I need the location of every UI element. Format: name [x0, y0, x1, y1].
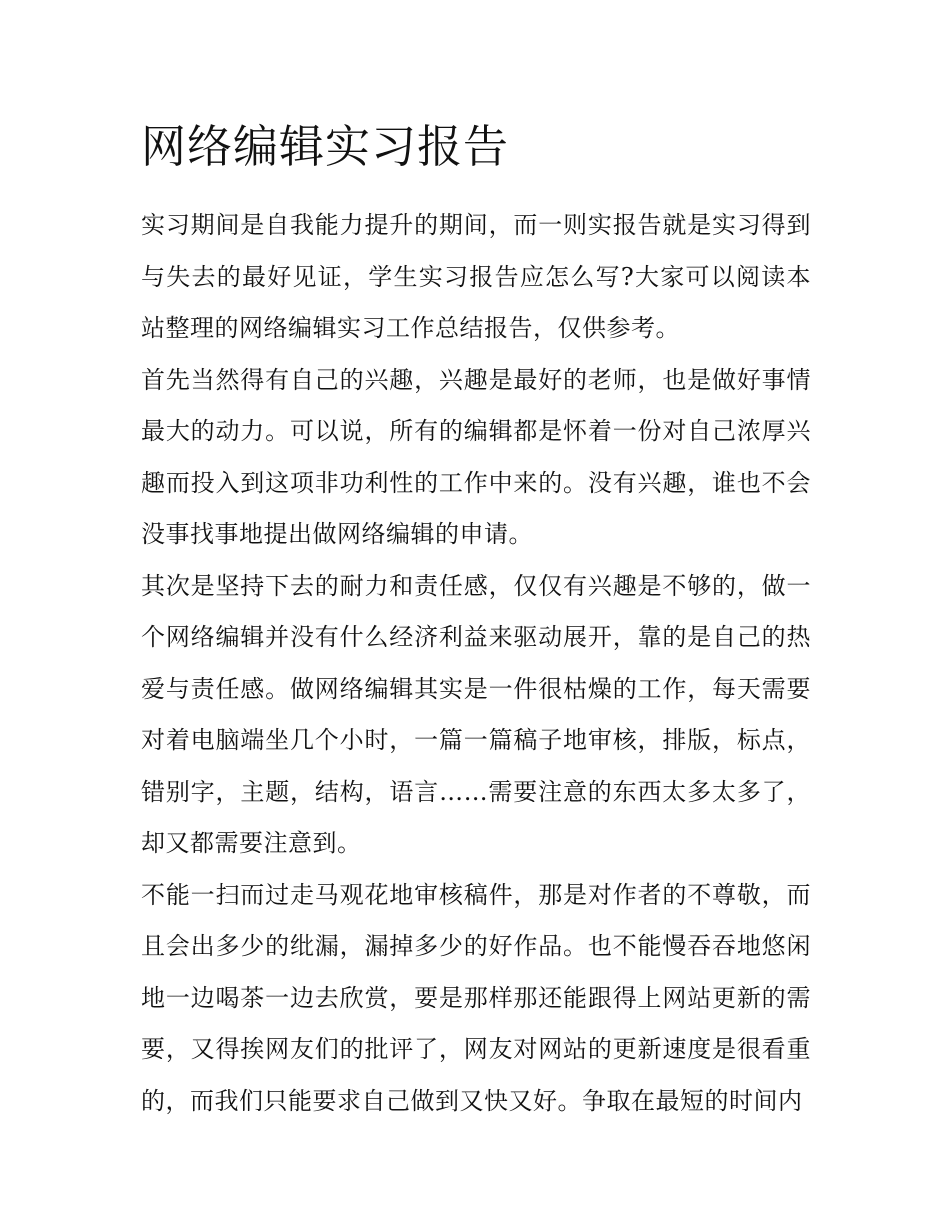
document-body	[141, 200, 811, 1127]
paragraph-interest: 首先当然得有自己的兴趣，兴趣是最好的老师，也是做好事情最大的动力。可以说，所有的编辑都是怀着一份对自己浓厚兴趣而投入到这项非功利性的工作中来的。没有兴趣，谁也不会没事找事地提出做网络编辑的申请。	[141, 365, 811, 548]
document-content	[141, 116, 811, 1127]
document-title: 网络编辑实习报告	[141, 120, 510, 173]
paragraph-intro: 实习期间是自我能力提升的期间，而一则实报告就是实习得到与失去的最好见证，学生实习报告应怎么写?大家可以阅读本站整理的网络编辑实习工作总结报告，仅供参考。	[141, 211, 811, 342]
paragraph-review-speed: 不能一扫而过走马观花地审核稿件，那是对作者的不尊敬，而且会出多少的纰漏，漏掉多少的好作品。也不能慢吞吞地悠闲地一边喝茶一边去欣赏，要是那样那还能跟得上网站更新的需要，又得挨网友们的批评了，网友对网站的更新速度是很看重的，而我们只能要求自己做到又快又好。争取在最短的时间内	[141, 880, 811, 1115]
paragraph-responsibility: 其次是坚持下去的耐力和责任感，仅仅有兴趣是不够的，做一个网络编辑并没有什么经济利益来驱动展开，靠的是自己的热爱与责任感。做网络编辑其实是一件很枯燥的工作，每天需要对着电脑端坐几个小时，一篇一篇稿子地审核，排版，标点，错别字，主题，结构，语言……需要注意的东西太多太多了，却又都需要注意到。	[141, 571, 811, 857]
